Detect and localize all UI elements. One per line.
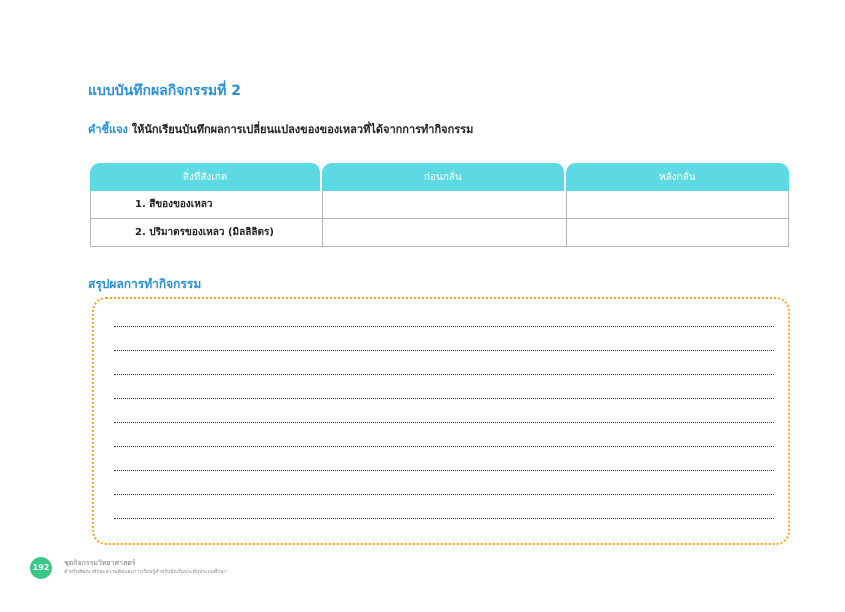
instruction: [88, 120, 473, 138]
writing-line[interactable]: [114, 518, 774, 519]
row-item-label: 2. ปริมาตรของเหลว (มิลลิลิตร): [90, 219, 322, 247]
writing-line[interactable]: [114, 422, 774, 423]
observation-table: [90, 163, 789, 247]
writing-line[interactable]: [114, 446, 774, 447]
row-before-cell[interactable]: [322, 219, 566, 247]
row-before-cell[interactable]: [322, 191, 566, 219]
footer-subtitle: สำหรับพัฒนาทักษะความคิดและการเรียนรู้สำหรับนักเรียนระดับประถมศึกษา: [64, 569, 227, 575]
writing-line[interactable]: [114, 374, 774, 375]
writing-line[interactable]: [114, 398, 774, 399]
table-row: [90, 191, 789, 219]
row-after-cell[interactable]: [566, 191, 789, 219]
writing-line[interactable]: [114, 494, 774, 495]
row-item-label: 1. สีของของเหลว: [90, 191, 322, 219]
summary-title: สรุปผลการทำกิจกรรม: [88, 277, 202, 291]
table-row: [90, 219, 789, 247]
writing-line[interactable]: [114, 326, 774, 327]
footer-book-title: ชุดกิจกรรมวิทยาศาสตร์: [64, 559, 136, 567]
writing-line[interactable]: [114, 470, 774, 471]
header-observed-item: สิ่งที่สังเกต: [90, 163, 322, 191]
row-after-cell[interactable]: [566, 219, 789, 247]
header-after-distill: หลังกลั่น: [566, 163, 789, 191]
page-number-badge: 192: [30, 557, 52, 579]
summary-writing-box[interactable]: [92, 297, 790, 545]
header-before-distill: ก่อนกลั่น: [322, 163, 566, 191]
writing-line[interactable]: [114, 350, 774, 351]
worksheet-title: แบบบันทึกผลกิจกรรมที่ 2: [88, 83, 242, 99]
instruction-text: ให้นักเรียนบันทึกผลการเปลี่ยนแปลงของของเหลวที่ได้จากการทำกิจกรรม: [131, 123, 474, 136]
instruction-label: คำชี้แจง: [88, 123, 128, 136]
table-header-row: [90, 163, 789, 191]
